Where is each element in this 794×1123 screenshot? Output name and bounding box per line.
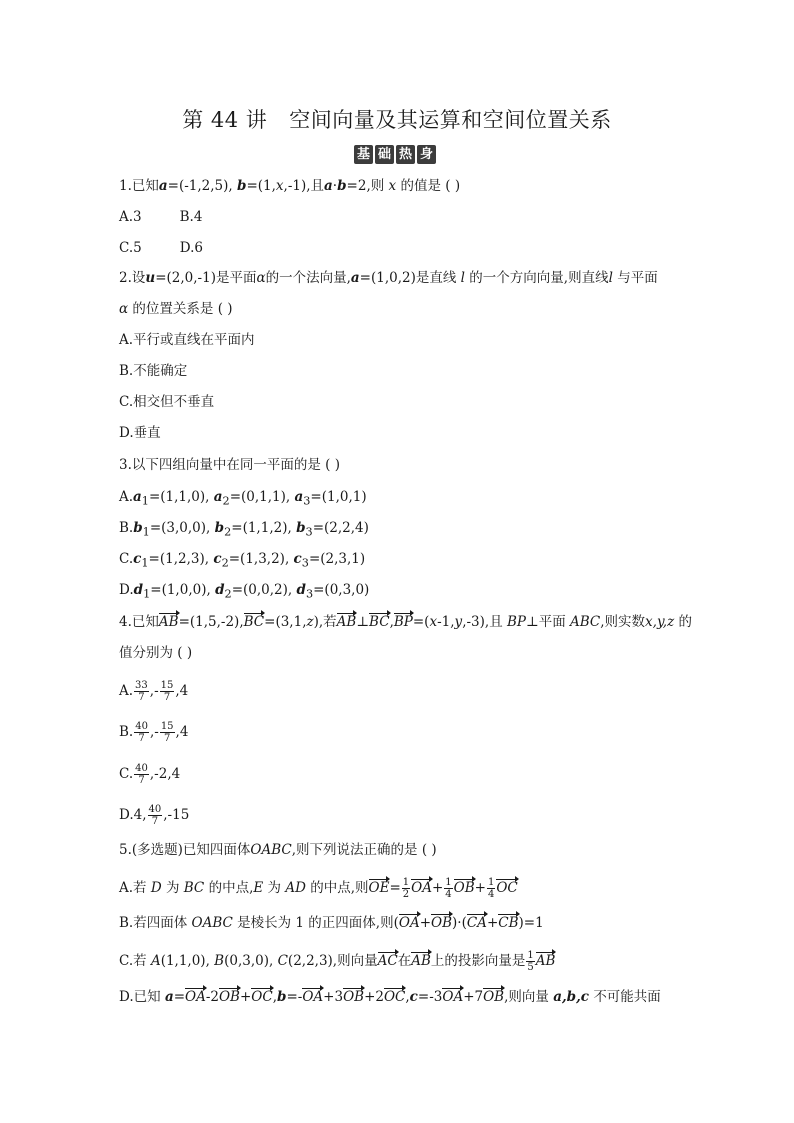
option-b: $B.b_1=(3,0,0)$, $b_2=(1,1,2)$, $b_3=(2,2,4)$ (119, 520, 369, 539)
question-1-options-row-2 (119, 238, 203, 258)
option-d: $D.d_1=(1,0,0)$, $d_2=(0,0,2)$, $d_3=(0,3,0)$ (119, 582, 370, 601)
section-badge (354, 145, 436, 165)
option-a: $A.a_1=(1,1,0)$, $a_2=(0,1,1)$, $a_3=(1,0,1)$ (119, 489, 367, 508)
option-c: C.若 A(1,1,0), B(0,3,0), C(2,2,3),则向量AC在AB上的投影向量是 $\frac{1}{5}$ AB (119, 950, 556, 973)
option-c: C. $\frac{40}{7}$ ,-2,4 (119, 763, 181, 786)
question-5-stem: 5.(多选题)已知四面体OABC,则下列说法正确的是 ( ) (119, 842, 437, 858)
question-1-options-row-1 (119, 207, 202, 227)
option-c: C.5 (119, 240, 142, 256)
question-2-stem-line-1: 2.设u=(2,0,-1)是平面α的一个法向量,a=(1,0,2)是直线 l 的一个方向向量,则直线l 与平面 (119, 270, 658, 286)
page-title (0, 104, 794, 134)
question-4-stem-line-1: 4.已知AB=(1,5,-2),BC=(3,1,z),若AB⊥BC,BP=(x-1,y,-3),且 BP⊥平面 ABC,则实数x,y,z 的 (119, 614, 692, 630)
lecture-number: 第 44 讲 (182, 108, 268, 132)
question-4-stem-line-2: 值分别为 ( ) (119, 645, 193, 661)
badge-char: 础 (375, 145, 394, 164)
question-2-stem-line-2: α 的位置关系是 ( ) (119, 301, 233, 317)
option-b: B. $\frac{40}{7}$ ,- $\frac{15}{7}$ ,4 (119, 721, 189, 744)
option-a: A.平行或直线在平面内 (119, 332, 255, 348)
option-d: D.6 (179, 240, 203, 256)
option-d: D.已知 a=OA-2OB+OC,b=-OA+3OB+2OC,c=-3OA+7OB,则向量 a,b,c 不可能共面 (119, 989, 661, 1005)
option-d: D.4, $\frac{40}{7}$ ,-15 (119, 804, 190, 827)
question-3-stem: 3.以下四组向量中在同一平面的是 ( ) (119, 457, 340, 473)
option-b: B.若四面体 OABC 是棱长为 1 的正四面体,则(OA+OB)·(CA+CB)=1 (119, 915, 544, 931)
option-a: A.3 (119, 209, 142, 225)
option-d: D.垂直 (119, 425, 161, 441)
option-c: C.相交但不垂直 (119, 394, 215, 410)
option-b: B.不能确定 (119, 363, 188, 379)
question-1-stem: 1.已知a=(-1,2,5), b=(1,x,-1),且a·b=2,则 x 的值是 ( ) (119, 178, 461, 194)
badge-char: 身 (417, 145, 436, 164)
lecture-topic: 空间向量及其运算和空间位置关系 (289, 108, 612, 132)
option-a: A.若 D 为 BC 的中点,E 为 AD 的中点,则OE= $\frac{1}{2}$ OA+ $\frac{1}{4}$ OB+ $\frac{1}{4}$ OC (119, 877, 518, 900)
badge-char: 热 (396, 145, 415, 164)
option-c: $C.c_1=(1,2,3)$, $c_2=(1,3,2)$, $c_3=(2,3,1)$ (119, 551, 366, 570)
option-a: A. $\frac{33}{7}$ ,- $\frac{15}{7}$ ,4 (119, 680, 189, 703)
badge-char: 基 (354, 145, 373, 164)
option-b: B.4 (179, 209, 203, 225)
